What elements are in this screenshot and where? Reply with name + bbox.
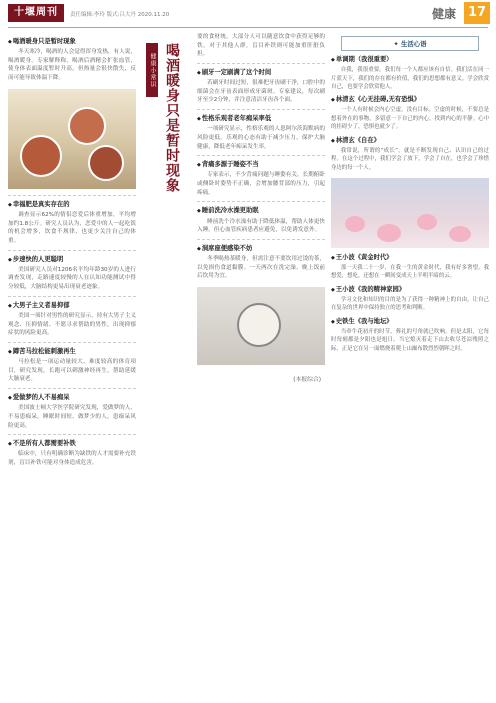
article-title: ◆ 背痛多源于睡姿不当	[197, 161, 325, 169]
article-body: 专家表示，不少背痛问题与睡姿有关。长期俯卧或侧卧时姿势不正确，会增加腰背部的压力，引起疼痛。	[197, 172, 325, 196]
article-title: ◆ 单调期（我很重要）	[331, 56, 489, 64]
article-body: 睡前洗个冷水澡有助于降低体温，帮助人体更快入睡。但心血管疾病患者应避免，以免诱发意外。	[197, 218, 325, 234]
divider	[8, 434, 136, 435]
caption-row	[197, 371, 325, 384]
cup-image	[68, 107, 106, 145]
article-title: ◆ 不是所有人都需要补铁	[8, 440, 136, 448]
blossom-image	[417, 214, 437, 230]
divider	[8, 342, 136, 343]
article-title: ◆ 刷牙一定刷满了这个时间	[197, 69, 325, 77]
divider	[197, 239, 325, 240]
woman-magnifier-photo	[197, 287, 325, 365]
article-title: ◆ 王小波《黄金时代》	[331, 254, 489, 262]
article-body: 美国波士顿大学医学院研究发现，爱做梦的人，不易患痴呆。睡眠时间短、做梦少的人，患痴呆风险更高。	[8, 405, 136, 429]
article-title: ◆ 性格乐观者老年痴呆率低	[197, 115, 325, 123]
article-body: 冬天寒冷，喝酒的人会觉得浑身发热，有人说，喝酒暖身。专家解释称，喝酒后酒精会扩张血管，使身体表面温度暂时升高，但热量会很快散失，反而可能导致体温下降。	[8, 49, 136, 82]
cup-image	[88, 145, 124, 181]
column-middle	[197, 33, 325, 698]
cup-image	[20, 135, 62, 177]
divider	[8, 296, 136, 297]
article-body: 美国一项针对男性的研究显示，持有大男子主义观念、压抑情绪、不愿寻求帮助的男性，出现抑郁症状的风险更高。	[8, 312, 136, 337]
box-title: ✦ 生活心语	[341, 36, 479, 51]
article-title: ◆ 大男子主义者易抑郁	[8, 302, 136, 310]
article-body: 一项研究显示，性格乐观的人患阿尔茨海默病的风险更低。乐观的心态有助于减少压力，保护大脑健康，降低老年痴呆发生率。	[197, 126, 325, 150]
brand-logo: 十堰周刊	[8, 4, 64, 22]
article-body: 临床中，只有明确诊断为缺铁的人才需要补充铁剂，盲目补铁可能对身体造成危害。	[8, 451, 136, 466]
divider	[197, 155, 325, 156]
section-name: 健康	[431, 7, 456, 21]
magnifier-image	[237, 303, 281, 347]
divider	[197, 201, 325, 202]
article-body: 马拉松是一项运动量较大、难度较高的体育项目，研究发现，长跑可以刺激神经再生，帮助延缓大脑衰老。	[8, 359, 136, 383]
source-caption: (本报综合)	[293, 377, 321, 384]
page-number: 17	[464, 2, 490, 24]
blossom-photo	[331, 178, 489, 248]
article-title: ◆ 洞席座便感染不妨	[197, 245, 325, 253]
article-body: 当牵牛花初开的时节，葬礼的号角就已吹响。但是太阳，它每时每刻都是夕阳也是旭日。当它熄灭着走下山去收尽苍凉残照之际，正是它在另一面燃烧着爬上山巅布散烈烈朝晖之时。	[331, 328, 489, 352]
feature-headline: 喝酒暖身只是暂时现象	[164, 43, 180, 193]
article-title: ◆ 蹲苦马拉松能刺激再生	[8, 348, 136, 356]
article-body: 冬季喝热茶暖身，但需注意不要饮用过烫的茶，以免损伤食道黏膜。一天两次在洗完澡、晚上饭前后饮用为宜。	[197, 256, 325, 280]
page-header	[0, 0, 496, 28]
article-body: 我常说，所谓的“成长”，就是不断发现自己、认识自己的过程。在这个过程中，我们学会了放下，学会了自在，也学会了珍惜身边的每一个人。	[331, 147, 489, 171]
article-title: ◆ 睡前洗冷水澡更助眠	[197, 207, 325, 215]
article-body: 若刷牙时间过短，很难把牙齿刷干净，口腔中的细菌会在牙齿表面形成牙菌斑。专家建议，每次刷牙至少2分钟，并注意清洁牙齿各个面。	[197, 80, 325, 104]
feature-tag: 健康小常识	[146, 43, 158, 97]
article-body: 学习文化和知识的目的是为了获得一种精神上的自由，让自己在复杂的世界中保持独立的思考和判断。	[331, 296, 489, 312]
article-title: ◆ 史铁生《我与地坛》	[331, 318, 489, 326]
article-title: ◆ 林清玄《自在》	[331, 137, 489, 145]
header-rule	[8, 27, 488, 28]
divider	[8, 250, 136, 251]
edition-meta: 责任编辑:李玲 版式:吕大丹 2020.11.20	[70, 12, 170, 18]
article-title: ◆ 步速快的人更聪明	[8, 256, 136, 264]
article-title: ◆ 幸福肥是真实存在的	[8, 201, 136, 209]
blossom-image	[377, 224, 401, 242]
feature-headline-bar	[140, 33, 190, 698]
column-right	[331, 33, 489, 698]
divider	[197, 109, 325, 110]
article-title: ◆ 王小波《我的精神家园》	[331, 286, 489, 294]
column-left	[8, 33, 136, 698]
divider	[8, 195, 136, 196]
article-title: ◆ 喝酒暖身只是暂时现象	[8, 38, 136, 46]
article-title: ◆ 林清玄《心无挂碍,无有恐惧》	[331, 96, 489, 104]
coffee-cups-photo	[8, 89, 136, 189]
divider	[8, 388, 136, 389]
article-body: 要的食材统，大部分人可以随意饮食中获得足够的铁。对于其他人群，盲目补铁则可能加重肝脏负担。	[197, 34, 325, 58]
article-body: 美国研究人员对1206名平均年龄30岁的人进行调查发现，走路速度较慢的人在认知功能测试中得分较低，大脑结构更易出现衰老迹象。	[8, 266, 136, 291]
article-body: 一个人有时候会内心空虚，没有目标。空虚的时候，不要总是想着外在的事物，多留意一下自己的内心，找到内心的平静。心中的挂碍少了，恐惧也就少了。	[331, 107, 489, 131]
blossom-image	[449, 226, 471, 242]
article-body: 调查显示62%的情侣恋爱后体重增加，平均增加约1.8公斤。研究人员认为，恋爱中的人一起吃饭的机会增多，饮食不规律，也更少关注自己的体重。	[8, 211, 136, 244]
article-body: 那一天我二十一岁，在我一生的黄金时代，我有好多奢望。我想爱，想吃，还想在一瞬间变成天上半明半暗的云。	[331, 265, 489, 280]
divider	[197, 63, 325, 64]
article-title: ◆ 爱做梦的人不易痴呆	[8, 394, 136, 402]
blossom-image	[345, 216, 365, 232]
article-body: 自我，我很重要。我们每一个人都应该有自信。我们活在同一片蓝天下，我们的存在都有价值，我们的思想都有意义。学会欣赏自己，也要学会欣赏他人。	[331, 67, 489, 90]
